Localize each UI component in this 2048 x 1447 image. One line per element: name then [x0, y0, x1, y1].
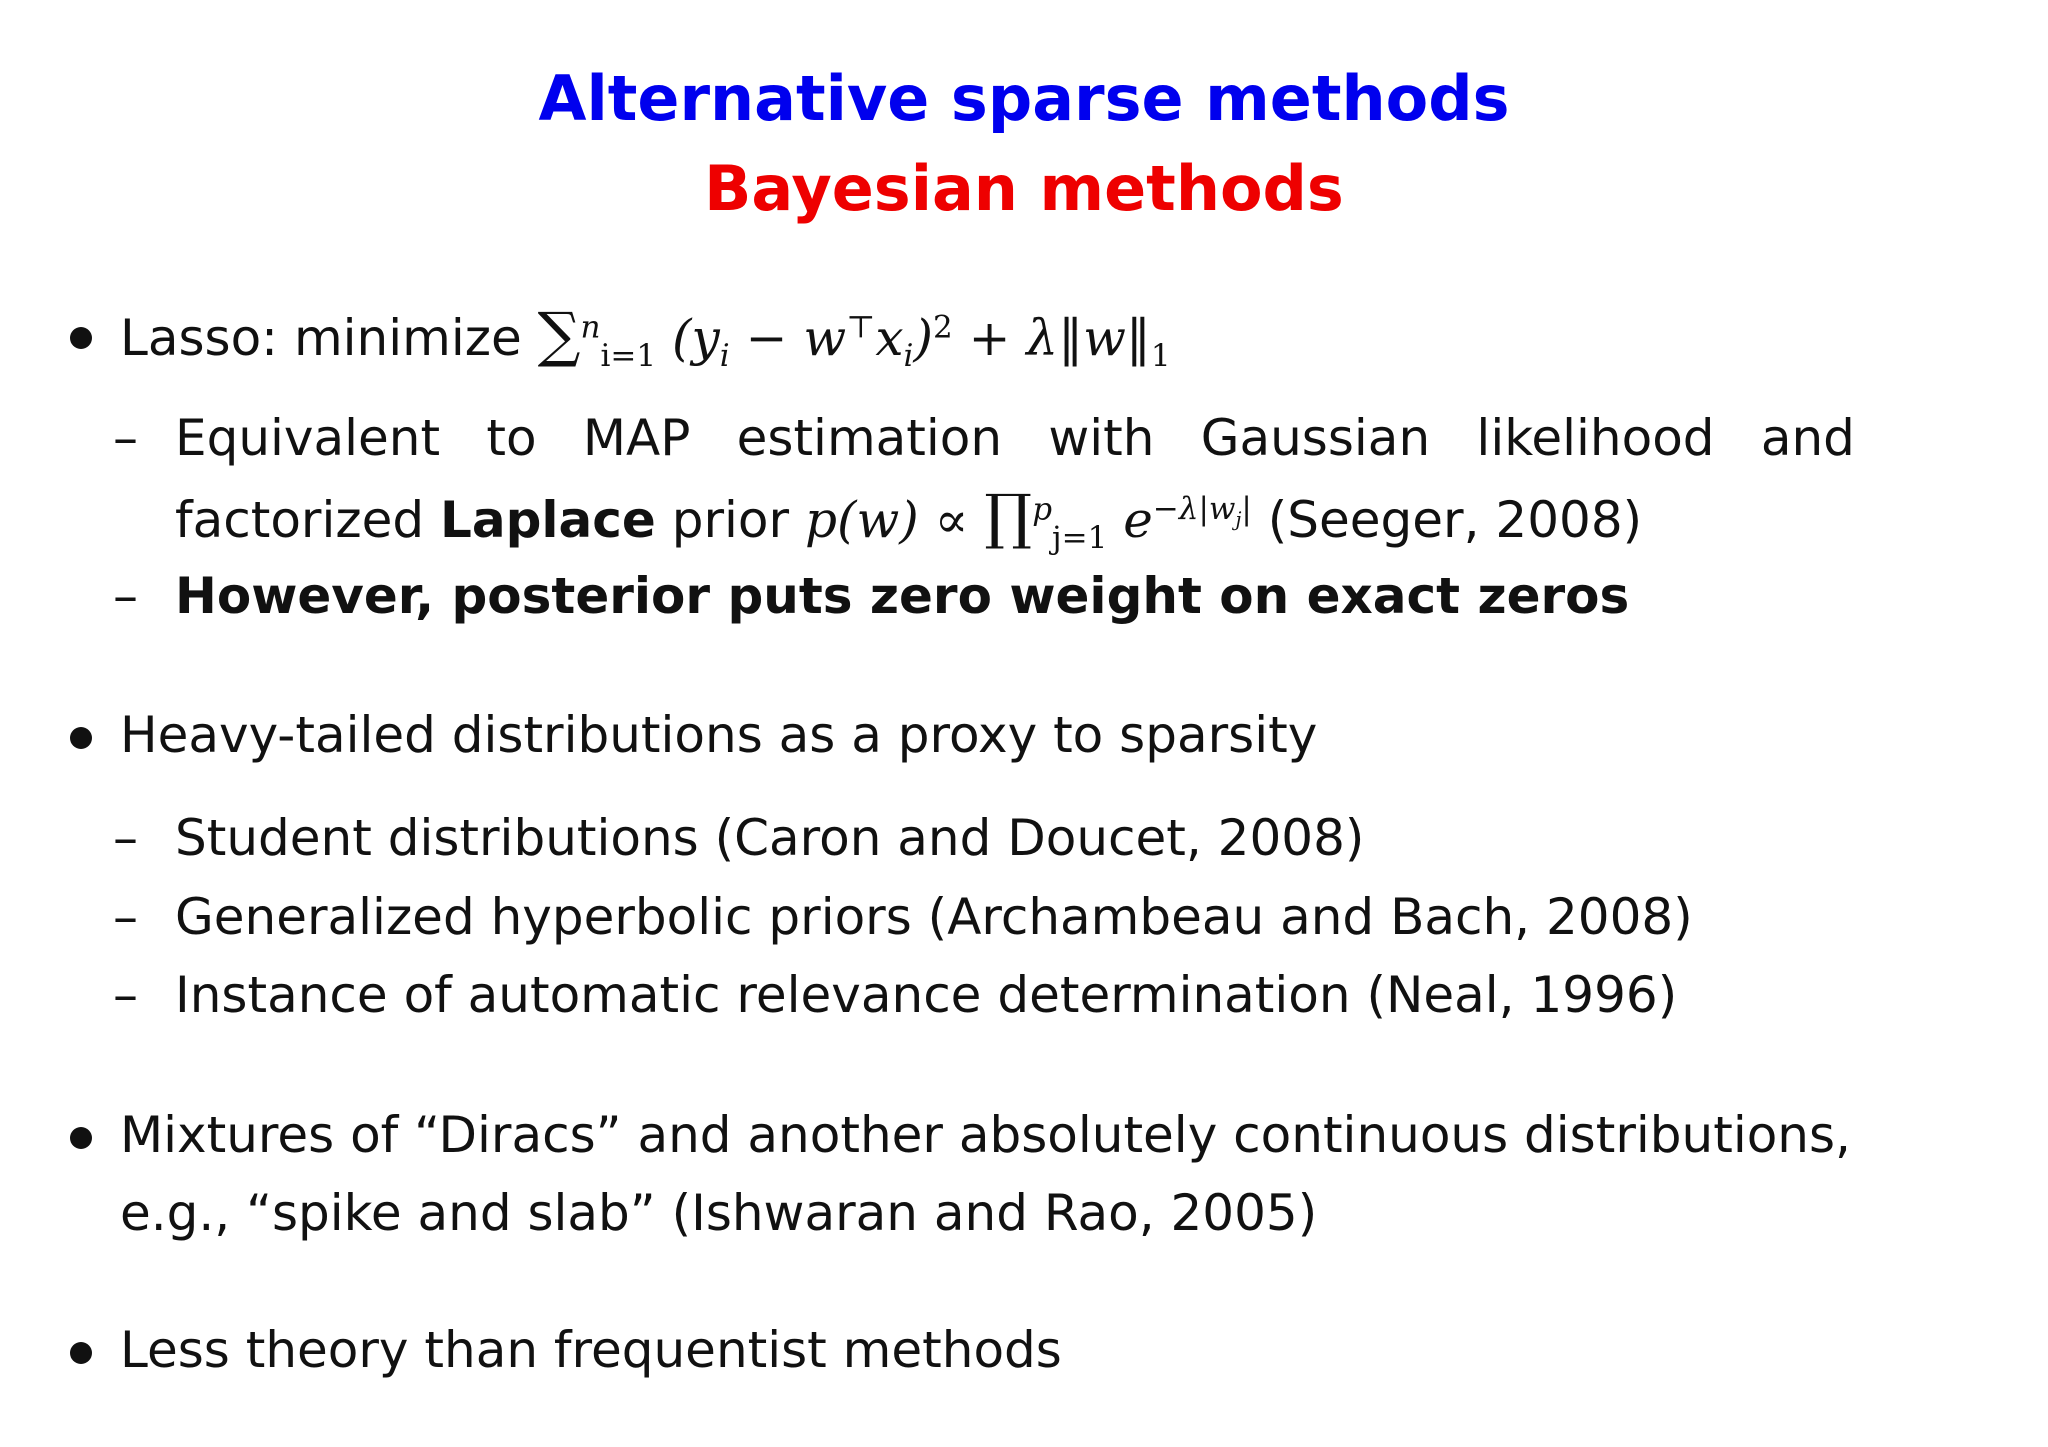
- bullet-dot-icon: [70, 327, 92, 349]
- bullet-dot-icon: [70, 1342, 92, 1364]
- lasso-text: minimize: [293, 309, 522, 367]
- bullet-dot-icon: [70, 727, 92, 749]
- slide: Alternative sparse methods Bayesian methods Lasso: minimize ∑$^n_{i=1}$ $(y_i - w^⊤x_i)^2$ + $\lambda‖w‖_1$ – Equivalent to MAP estimation with Gaussian likelihood and factorized Laplace prior p(w) ∝ ∏$^p_{j=1}$ $e^{-\lambda|w_j|}$ (Seeger, 2008) – However, posterior puts zero weight on exact zeros Heavy-tailed distributions as a proxy to sparsity – Student distributions (Caron and Doucet, 2008) – Generalized hyperbolic priors (Archambeau and Bach, 2008) – Instance of automatic relevance determination (Neal, 1996) Mixtures of “Diracs” and another absolutely continuous distributions, e.g., “spike and slab” (Ishwaran and Rao, 2005) Less theory than frequentist methods: [0, 0, 2048, 1447]
- dash-icon: –: [113, 567, 138, 625]
- slide-subtitle: Bayesian methods: [704, 152, 1344, 225]
- dash-icon: –: [113, 966, 138, 1024]
- dash-icon: –: [113, 888, 138, 946]
- bullet-dot-icon: [70, 1127, 92, 1149]
- laplace-term: Laplace: [440, 491, 656, 549]
- slide-title: Alternative sparse methods: [538, 62, 1510, 135]
- prior-formula: p(w) ∝ ∏$^p_{j=1}$ $e^{-\lambda|w_j|}$: [804, 482, 1252, 556]
- dash-icon: –: [113, 809, 138, 867]
- lasso-formula: ∑$^n_{i=1}$ $(y_i - w^⊤x_i)^2$ + $\lambda‖w‖_1$: [537, 300, 1171, 374]
- dash-icon: –: [113, 409, 138, 467]
- lasso-lead: Lasso:: [120, 309, 279, 367]
